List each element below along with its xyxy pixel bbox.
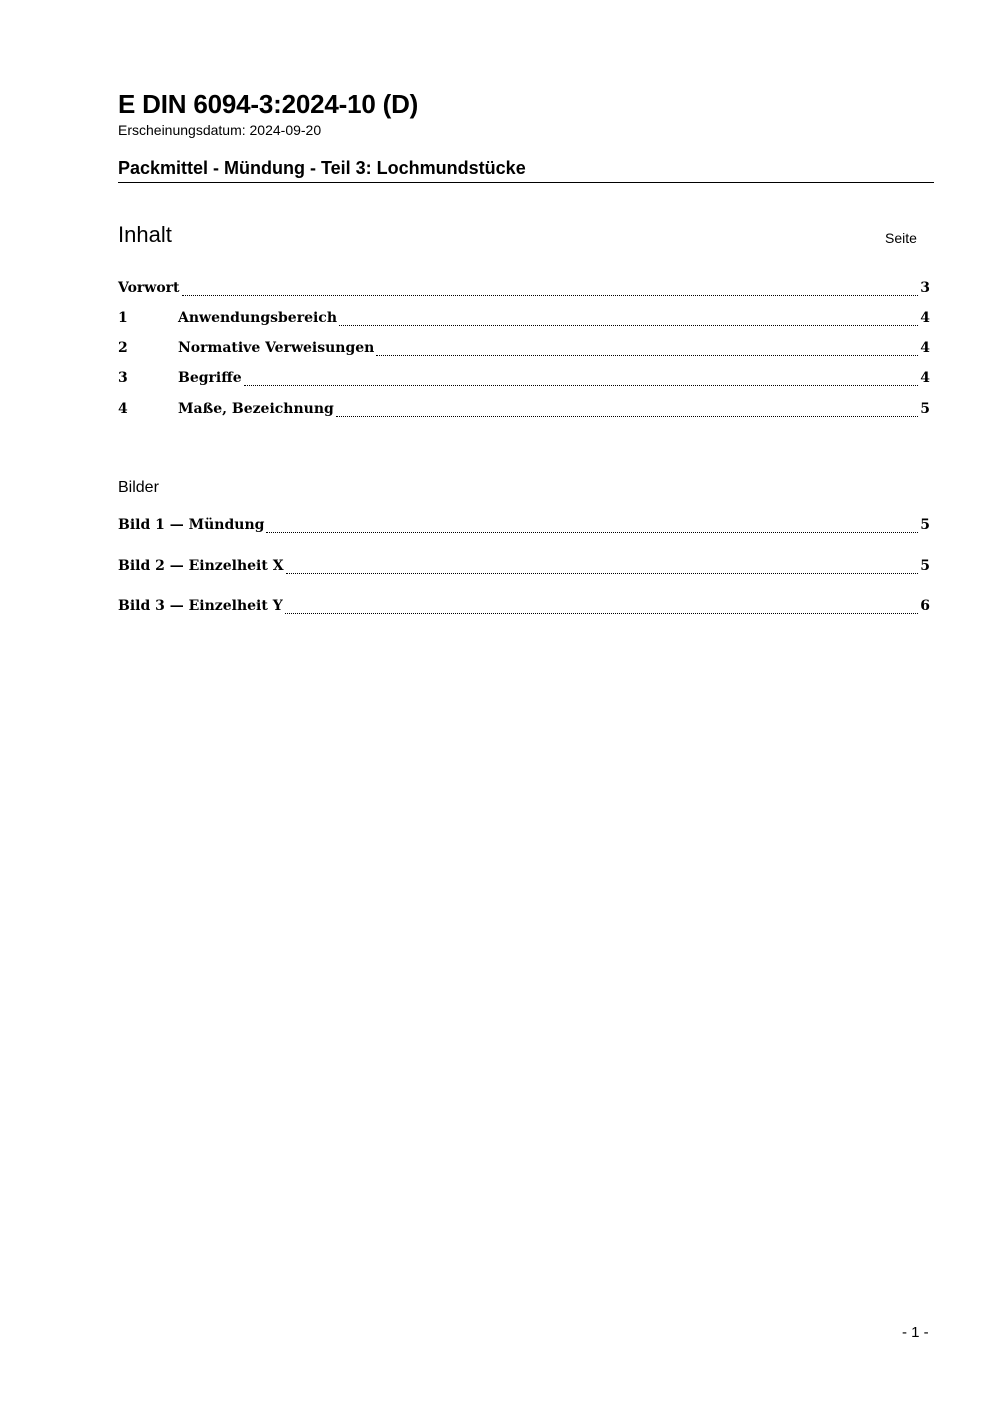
- toc-entry-label: Normative Verweisungen: [178, 340, 375, 356]
- figure-entry[interactable]: [118, 558, 930, 578]
- toc-entry-number: 3: [118, 370, 128, 386]
- document-id: E DIN 6094-3:2024-10 (D): [118, 89, 419, 119]
- toc-entry[interactable]: [118, 340, 930, 360]
- toc-entry-label: Maße, Bezeichnung: [178, 401, 334, 417]
- toc-entry-page: 4: [920, 340, 930, 356]
- toc-leader: [182, 294, 919, 296]
- figure-entry-label: Bild 3 — Einzelheit Y: [118, 598, 283, 614]
- toc-entry-page: 4: [920, 310, 930, 326]
- toc-entry[interactable]: [118, 310, 930, 330]
- figure-entry[interactable]: [118, 598, 930, 618]
- toc-entry[interactable]: [118, 370, 930, 390]
- toc-entry-label: Begriffe: [178, 370, 242, 386]
- toc-leader: [376, 354, 918, 356]
- toc-entry-label: Anwendungsbereich: [178, 310, 337, 326]
- toc-entry-page: 3: [920, 280, 930, 296]
- toc-leader: [286, 572, 919, 574]
- toc-entry-number: 2: [118, 340, 128, 356]
- figure-entry-page: 5: [920, 558, 930, 574]
- toc-leader: [336, 415, 918, 417]
- title-rule: [118, 182, 934, 183]
- toc-entry[interactable]: [118, 401, 930, 421]
- toc-leader: [285, 612, 919, 614]
- toc-entry-number: 4: [118, 401, 128, 417]
- page-number: - 1 -: [902, 1324, 929, 1341]
- figure-entry-page: 6: [920, 598, 930, 614]
- toc-entry-label: Vorwort: [118, 280, 180, 296]
- toc-entry-number: 1: [118, 310, 128, 326]
- publication-date: Erscheinungsdatum: 2024-09-20: [118, 122, 322, 138]
- toc-entry-page: 5: [920, 401, 930, 417]
- figure-entry-label: Bild 1 — Mündung: [118, 517, 265, 533]
- toc-entry-page: 4: [920, 370, 930, 386]
- document-title: Packmittel - Mündung - Teil 3: Lochmundstücke: [118, 158, 526, 178]
- figures-heading: Bilder: [118, 479, 159, 496]
- toc-leader: [339, 324, 918, 326]
- figure-entry-label: Bild 2 — Einzelheit X: [118, 558, 284, 574]
- figure-entry[interactable]: [118, 517, 930, 537]
- page-column-label: Seite: [885, 230, 917, 246]
- toc-leader: [266, 531, 918, 533]
- figure-entry-page: 5: [920, 517, 930, 533]
- toc-entry[interactable]: [118, 280, 930, 300]
- toc-leader: [244, 384, 919, 386]
- toc-heading: Inhalt: [118, 222, 172, 247]
